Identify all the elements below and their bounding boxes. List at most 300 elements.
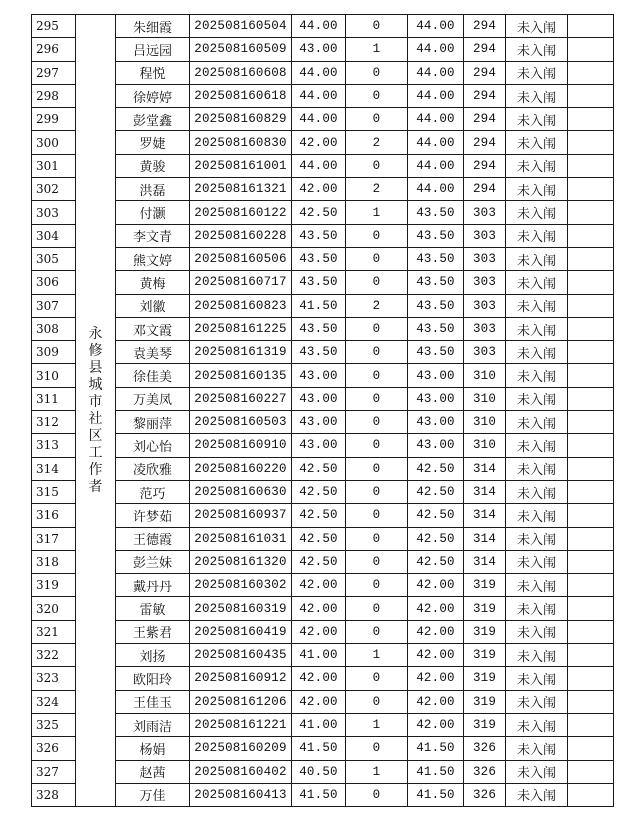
status-cell: 未入闱 — [506, 15, 568, 38]
total-score-cell: 42.00 — [408, 690, 464, 713]
row-number-cell: 314 — [32, 457, 76, 480]
table-row — [32, 178, 614, 201]
table-row — [32, 667, 614, 690]
exam-id-cell: 202508161319 — [190, 341, 292, 364]
name-cell: 王紫君 — [116, 620, 190, 643]
rank-cell: 319 — [464, 713, 506, 736]
name-cell: 万美凤 — [116, 387, 190, 410]
written-score-cell: 43.50 — [292, 247, 346, 270]
remarks-cell — [568, 317, 614, 340]
total-score-cell: 43.00 — [408, 387, 464, 410]
exam-id-cell: 202508160302 — [190, 574, 292, 597]
status-cell: 未入闱 — [506, 131, 568, 154]
total-score-cell: 43.50 — [408, 201, 464, 224]
table-row — [32, 271, 614, 294]
rank-cell: 310 — [464, 434, 506, 457]
row-number-cell: 310 — [32, 364, 76, 387]
bonus-points-cell: 2 — [346, 178, 408, 201]
bonus-points-cell: 1 — [346, 760, 408, 783]
remarks-cell — [568, 457, 614, 480]
exam-id-cell: 202508160506 — [190, 247, 292, 270]
rank-cell: 314 — [464, 457, 506, 480]
table-row — [32, 247, 614, 270]
bonus-points-cell: 0 — [346, 690, 408, 713]
remarks-cell — [568, 247, 614, 270]
status-cell: 未入闱 — [506, 247, 568, 270]
table-row — [32, 550, 614, 573]
table-row — [32, 294, 614, 317]
total-score-cell: 43.50 — [408, 271, 464, 294]
name-cell: 彭堂鑫 — [116, 108, 190, 131]
rank-cell: 326 — [464, 737, 506, 760]
remarks-cell — [568, 341, 614, 364]
remarks-cell — [568, 38, 614, 61]
written-score-cell: 43.50 — [292, 271, 346, 294]
remarks-cell — [568, 504, 614, 527]
exam-id-cell: 202508160413 — [190, 783, 292, 806]
rank-cell: 294 — [464, 154, 506, 177]
name-cell: 付灏 — [116, 201, 190, 224]
exam-id-cell: 202508160717 — [190, 271, 292, 294]
name-cell: 袁美琴 — [116, 341, 190, 364]
written-score-cell: 43.00 — [292, 411, 346, 434]
name-cell: 熊文婷 — [116, 247, 190, 270]
table-row — [32, 15, 614, 38]
total-score-cell: 41.50 — [408, 783, 464, 806]
remarks-cell — [568, 574, 614, 597]
exam-id-cell: 202508160220 — [190, 457, 292, 480]
row-number-cell: 319 — [32, 574, 76, 597]
row-number-cell: 307 — [32, 294, 76, 317]
name-cell: 彭兰妹 — [116, 550, 190, 573]
bonus-points-cell: 0 — [346, 457, 408, 480]
name-cell: 许梦茹 — [116, 504, 190, 527]
bonus-points-cell: 0 — [346, 480, 408, 503]
total-score-cell: 42.50 — [408, 480, 464, 503]
row-number-cell: 316 — [32, 504, 76, 527]
row-number-cell: 300 — [32, 131, 76, 154]
status-cell: 未入闱 — [506, 457, 568, 480]
written-score-cell: 43.50 — [292, 317, 346, 340]
status-cell: 未入闱 — [506, 737, 568, 760]
exam-id-cell: 202508161225 — [190, 317, 292, 340]
table-row — [32, 341, 614, 364]
bonus-points-cell: 0 — [346, 154, 408, 177]
exam-id-cell: 202508160435 — [190, 644, 292, 667]
written-score-cell: 44.00 — [292, 61, 346, 84]
written-score-cell: 42.00 — [292, 178, 346, 201]
name-cell: 雷敏 — [116, 597, 190, 620]
bonus-points-cell: 0 — [346, 271, 408, 294]
remarks-cell — [568, 61, 614, 84]
table-row — [32, 84, 614, 107]
remarks-cell — [568, 760, 614, 783]
table-row — [32, 224, 614, 247]
remarks-cell — [568, 84, 614, 107]
name-cell: 刘扬 — [116, 644, 190, 667]
status-cell: 未入闱 — [506, 224, 568, 247]
rank-cell: 303 — [464, 317, 506, 340]
written-score-cell: 43.50 — [292, 341, 346, 364]
total-score-cell: 43.00 — [408, 364, 464, 387]
written-score-cell: 42.00 — [292, 620, 346, 643]
total-score-cell: 43.50 — [408, 247, 464, 270]
rank-cell: 303 — [464, 341, 506, 364]
exam-id-cell: 202508160608 — [190, 61, 292, 84]
total-score-cell: 44.00 — [408, 108, 464, 131]
name-cell: 刘徽 — [116, 294, 190, 317]
status-cell: 未入闱 — [506, 38, 568, 61]
name-cell: 凌欣雅 — [116, 457, 190, 480]
rank-cell: 303 — [464, 271, 506, 294]
unit-cell — [76, 15, 116, 807]
bonus-points-cell: 0 — [346, 504, 408, 527]
row-number-cell: 327 — [32, 760, 76, 783]
table-row — [32, 504, 614, 527]
remarks-cell — [568, 667, 614, 690]
status-cell: 未入闱 — [506, 527, 568, 550]
remarks-cell — [568, 713, 614, 736]
table-row — [32, 38, 614, 61]
remarks-cell — [568, 364, 614, 387]
row-number-cell: 317 — [32, 527, 76, 550]
remarks-cell — [568, 108, 614, 131]
status-cell: 未入闱 — [506, 294, 568, 317]
rank-cell: 319 — [464, 620, 506, 643]
table-row — [32, 108, 614, 131]
name-cell: 徐佳美 — [116, 364, 190, 387]
exam-id-cell: 202508160402 — [190, 760, 292, 783]
remarks-cell — [568, 131, 614, 154]
exam-id-cell: 202508161321 — [190, 178, 292, 201]
total-score-cell: 43.00 — [408, 411, 464, 434]
row-number-cell: 301 — [32, 154, 76, 177]
bonus-points-cell: 0 — [346, 364, 408, 387]
total-score-cell: 44.00 — [408, 178, 464, 201]
remarks-cell — [568, 178, 614, 201]
status-cell: 未入闱 — [506, 154, 568, 177]
total-score-cell: 44.00 — [408, 38, 464, 61]
bonus-points-cell: 0 — [346, 15, 408, 38]
written-score-cell: 42.50 — [292, 527, 346, 550]
name-cell: 王佳玉 — [116, 690, 190, 713]
status-cell: 未入闱 — [506, 597, 568, 620]
name-cell: 黄梅 — [116, 271, 190, 294]
table-row — [32, 201, 614, 224]
total-score-cell: 43.50 — [408, 341, 464, 364]
bonus-points-cell: 0 — [346, 550, 408, 573]
remarks-cell — [568, 644, 614, 667]
bonus-points-cell: 0 — [346, 527, 408, 550]
bonus-points-cell: 0 — [346, 783, 408, 806]
total-score-cell: 43.50 — [408, 224, 464, 247]
exam-id-cell: 202508160122 — [190, 201, 292, 224]
remarks-cell — [568, 597, 614, 620]
table-row — [32, 131, 614, 154]
status-cell: 未入闱 — [506, 84, 568, 107]
written-score-cell: 42.00 — [292, 690, 346, 713]
exam-id-cell: 202508161206 — [190, 690, 292, 713]
status-cell: 未入闱 — [506, 108, 568, 131]
name-cell: 徐婷婷 — [116, 84, 190, 107]
row-number-cell: 321 — [32, 620, 76, 643]
written-score-cell: 42.00 — [292, 597, 346, 620]
exam-id-cell: 202508160912 — [190, 667, 292, 690]
total-score-cell: 42.50 — [408, 527, 464, 550]
name-cell: 邓文霞 — [116, 317, 190, 340]
bonus-points-cell: 2 — [346, 294, 408, 317]
bonus-points-cell: 1 — [346, 713, 408, 736]
written-score-cell: 42.00 — [292, 574, 346, 597]
total-score-cell: 42.00 — [408, 597, 464, 620]
rank-cell: 303 — [464, 247, 506, 270]
bonus-points-cell: 0 — [346, 597, 408, 620]
rank-cell: 310 — [464, 411, 506, 434]
name-cell: 万佳 — [116, 783, 190, 806]
total-score-cell: 42.00 — [408, 620, 464, 643]
table-row — [32, 434, 614, 457]
table-row — [32, 480, 614, 503]
bonus-points-cell: 0 — [346, 434, 408, 457]
written-score-cell: 41.00 — [292, 713, 346, 736]
rank-cell: 319 — [464, 667, 506, 690]
table-row — [32, 154, 614, 177]
name-cell: 程悦 — [116, 61, 190, 84]
row-number-cell: 324 — [32, 690, 76, 713]
rank-cell: 314 — [464, 480, 506, 503]
name-cell: 朱细霞 — [116, 15, 190, 38]
total-score-cell: 44.00 — [408, 154, 464, 177]
exam-id-cell: 202508160227 — [190, 387, 292, 410]
row-number-cell: 305 — [32, 247, 76, 270]
remarks-cell — [568, 411, 614, 434]
bonus-points-cell: 0 — [346, 317, 408, 340]
row-number-cell: 303 — [32, 201, 76, 224]
total-score-cell: 42.50 — [408, 457, 464, 480]
written-score-cell: 43.00 — [292, 434, 346, 457]
table-row — [32, 457, 614, 480]
row-number-cell: 296 — [32, 38, 76, 61]
written-score-cell: 42.50 — [292, 550, 346, 573]
status-cell: 未入闱 — [506, 713, 568, 736]
written-score-cell: 42.50 — [292, 201, 346, 224]
name-cell: 欧阳玲 — [116, 667, 190, 690]
written-score-cell: 42.00 — [292, 131, 346, 154]
name-cell: 戴丹丹 — [116, 574, 190, 597]
written-score-cell: 41.50 — [292, 783, 346, 806]
exam-id-cell: 202508161320 — [190, 550, 292, 573]
status-cell: 未入闱 — [506, 178, 568, 201]
remarks-cell — [568, 480, 614, 503]
bonus-points-cell: 0 — [346, 667, 408, 690]
exam-id-cell: 202508160228 — [190, 224, 292, 247]
table-row — [32, 783, 614, 806]
rank-cell: 314 — [464, 550, 506, 573]
remarks-cell — [568, 294, 614, 317]
remarks-cell — [568, 550, 614, 573]
total-score-cell: 41.50 — [408, 760, 464, 783]
written-score-cell: 42.50 — [292, 457, 346, 480]
total-score-cell: 42.50 — [408, 550, 464, 573]
status-cell: 未入闱 — [506, 411, 568, 434]
row-number-cell: 328 — [32, 783, 76, 806]
remarks-cell — [568, 154, 614, 177]
total-score-cell: 44.00 — [408, 131, 464, 154]
remarks-cell — [568, 224, 614, 247]
written-score-cell: 43.00 — [292, 364, 346, 387]
written-score-cell: 42.50 — [292, 504, 346, 527]
status-cell: 未入闱 — [506, 504, 568, 527]
bonus-points-cell: 0 — [346, 737, 408, 760]
bonus-points-cell: 2 — [346, 131, 408, 154]
exam-id-cell: 202508161001 — [190, 154, 292, 177]
total-score-cell: 44.00 — [408, 15, 464, 38]
row-number-cell: 323 — [32, 667, 76, 690]
exam-id-cell: 202508161031 — [190, 527, 292, 550]
written-score-cell: 44.00 — [292, 154, 346, 177]
rank-cell: 319 — [464, 690, 506, 713]
bonus-points-cell: 0 — [346, 620, 408, 643]
exam-id-cell: 202508160509 — [190, 38, 292, 61]
bonus-points-cell: 0 — [346, 61, 408, 84]
status-cell: 未入闱 — [506, 201, 568, 224]
remarks-cell — [568, 737, 614, 760]
status-cell: 未入闱 — [506, 387, 568, 410]
bonus-points-cell: 0 — [346, 574, 408, 597]
table-row — [32, 713, 614, 736]
total-score-cell: 42.00 — [408, 713, 464, 736]
status-cell: 未入闱 — [506, 620, 568, 643]
bonus-points-cell: 0 — [346, 341, 408, 364]
table-row — [32, 690, 614, 713]
exam-id-cell: 202508160937 — [190, 504, 292, 527]
rank-cell: 294 — [464, 84, 506, 107]
table-row — [32, 737, 614, 760]
rank-cell: 319 — [464, 597, 506, 620]
exam-id-cell: 202508160319 — [190, 597, 292, 620]
exam-id-cell: 202508160504 — [190, 15, 292, 38]
total-score-cell: 43.50 — [408, 317, 464, 340]
table-row — [32, 620, 614, 643]
table-body — [32, 15, 614, 807]
name-cell: 刘雨洁 — [116, 713, 190, 736]
row-number-cell: 315 — [32, 480, 76, 503]
written-score-cell: 44.00 — [292, 15, 346, 38]
status-cell: 未入闱 — [506, 364, 568, 387]
rank-cell: 303 — [464, 224, 506, 247]
row-number-cell: 320 — [32, 597, 76, 620]
rank-cell: 310 — [464, 364, 506, 387]
name-cell: 杨娟 — [116, 737, 190, 760]
row-number-cell: 299 — [32, 108, 76, 131]
table-row — [32, 574, 614, 597]
row-number-cell: 297 — [32, 61, 76, 84]
table-row — [32, 644, 614, 667]
bonus-points-cell: 1 — [346, 644, 408, 667]
status-cell: 未入闱 — [506, 434, 568, 457]
status-cell: 未入闱 — [506, 574, 568, 597]
written-score-cell: 41.50 — [292, 737, 346, 760]
rank-cell: 294 — [464, 61, 506, 84]
bonus-points-cell: 0 — [346, 387, 408, 410]
total-score-cell: 42.50 — [408, 504, 464, 527]
name-cell: 王德霞 — [116, 527, 190, 550]
table-row — [32, 527, 614, 550]
row-number-cell: 312 — [32, 411, 76, 434]
written-score-cell: 44.00 — [292, 108, 346, 131]
name-cell: 黎丽萍 — [116, 411, 190, 434]
bonus-points-cell: 0 — [346, 84, 408, 107]
written-score-cell: 40.50 — [292, 760, 346, 783]
bonus-points-cell: 0 — [346, 224, 408, 247]
status-cell: 未入闱 — [506, 667, 568, 690]
status-cell: 未入闱 — [506, 317, 568, 340]
written-score-cell: 43.00 — [292, 38, 346, 61]
bonus-points-cell: 0 — [346, 411, 408, 434]
table-row — [32, 411, 614, 434]
table-row — [32, 760, 614, 783]
total-score-cell: 43.00 — [408, 434, 464, 457]
written-score-cell: 41.00 — [292, 644, 346, 667]
name-cell: 赵茜 — [116, 760, 190, 783]
name-cell: 范巧 — [116, 480, 190, 503]
rank-cell: 310 — [464, 387, 506, 410]
total-score-cell: 44.00 — [408, 84, 464, 107]
results-table — [31, 14, 614, 807]
status-cell: 未入闱 — [506, 690, 568, 713]
status-cell: 未入闱 — [506, 480, 568, 503]
exam-id-cell: 202508160823 — [190, 294, 292, 317]
name-cell: 罗婕 — [116, 131, 190, 154]
rank-cell: 314 — [464, 527, 506, 550]
exam-id-cell: 202508160910 — [190, 434, 292, 457]
total-score-cell: 44.00 — [408, 61, 464, 84]
written-score-cell: 43.50 — [292, 224, 346, 247]
table-row — [32, 387, 614, 410]
remarks-cell — [568, 201, 614, 224]
row-number-cell: 295 — [32, 15, 76, 38]
rank-cell: 294 — [464, 131, 506, 154]
rank-cell: 303 — [464, 294, 506, 317]
row-number-cell: 309 — [32, 341, 76, 364]
rank-cell: 294 — [464, 108, 506, 131]
rank-cell: 319 — [464, 574, 506, 597]
exam-id-cell: 202508161221 — [190, 713, 292, 736]
remarks-cell — [568, 690, 614, 713]
bonus-points-cell: 0 — [346, 247, 408, 270]
status-cell: 未入闱 — [506, 760, 568, 783]
status-cell: 未入闱 — [506, 783, 568, 806]
bonus-points-cell: 1 — [346, 201, 408, 224]
rank-cell: 303 — [464, 201, 506, 224]
unit-label: 永修县城市社区工作者 — [88, 325, 103, 495]
remarks-cell — [568, 620, 614, 643]
written-score-cell: 41.50 — [292, 294, 346, 317]
exam-id-cell: 202508160829 — [190, 108, 292, 131]
row-number-cell: 322 — [32, 644, 76, 667]
table-row — [32, 597, 614, 620]
rank-cell: 294 — [464, 15, 506, 38]
exam-id-cell: 202508160419 — [190, 620, 292, 643]
rank-cell: 326 — [464, 760, 506, 783]
row-number-cell: 311 — [32, 387, 76, 410]
name-cell: 洪磊 — [116, 178, 190, 201]
rank-cell: 294 — [464, 38, 506, 61]
row-number-cell: 326 — [32, 737, 76, 760]
exam-id-cell: 202508160618 — [190, 84, 292, 107]
total-score-cell: 43.50 — [408, 294, 464, 317]
bonus-points-cell: 0 — [346, 108, 408, 131]
